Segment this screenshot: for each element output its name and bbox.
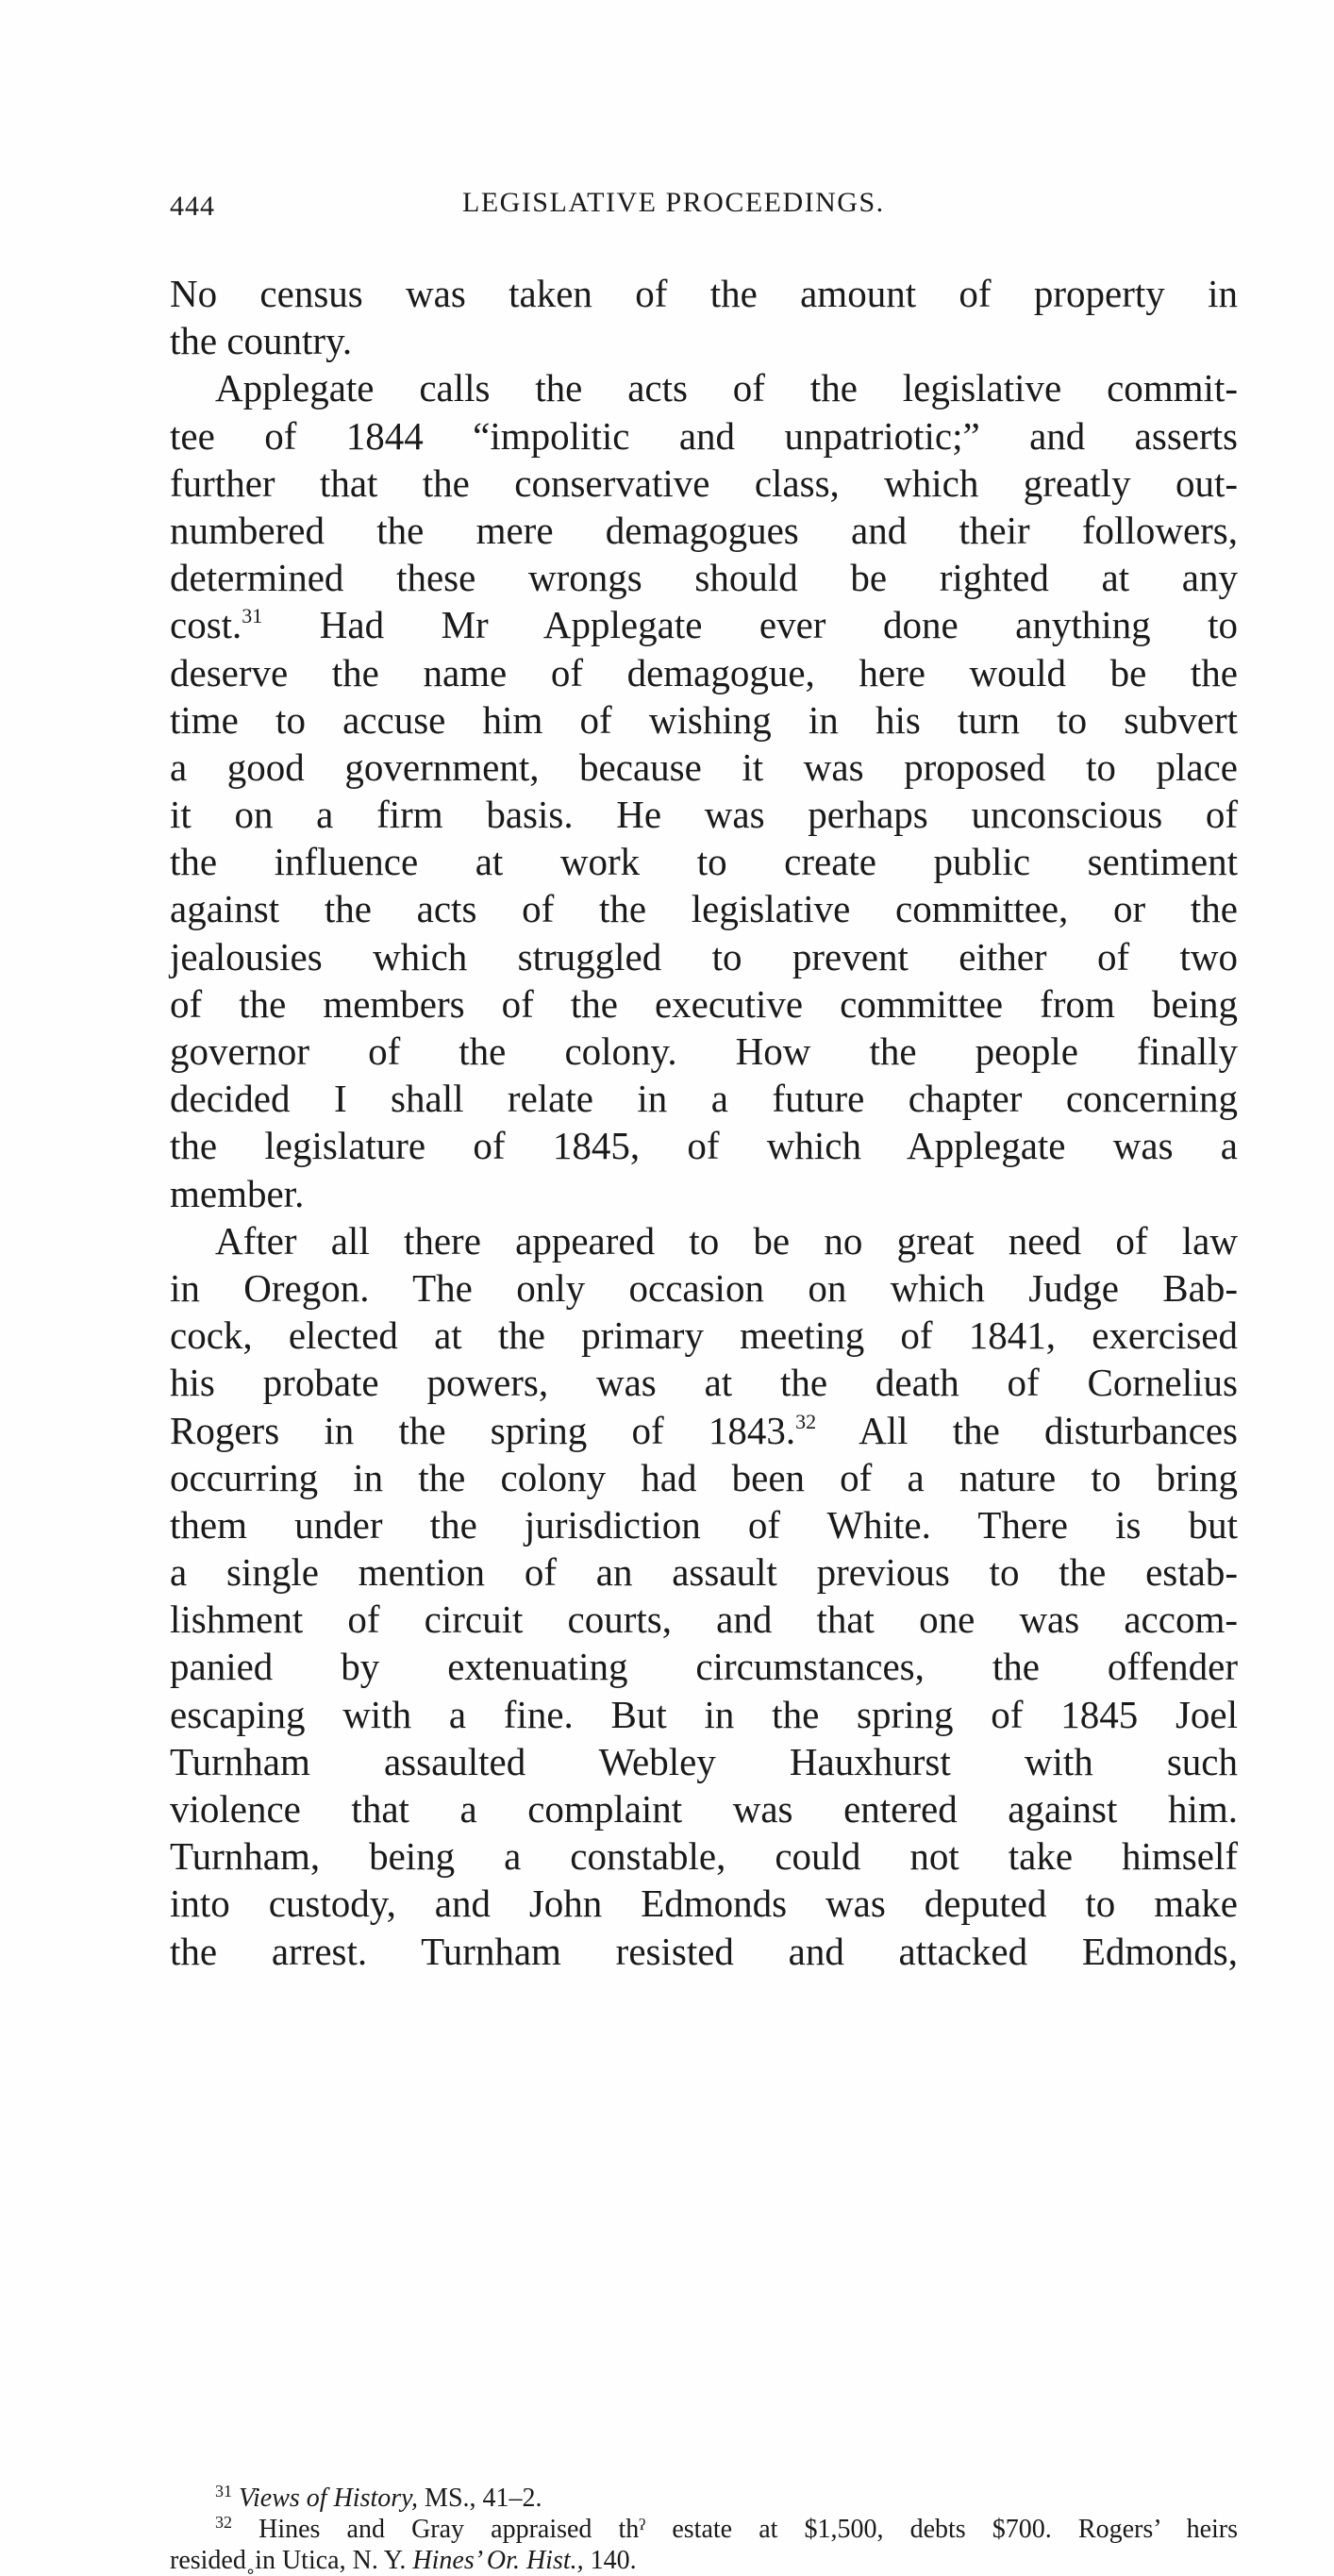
line-text: the country. bbox=[170, 319, 353, 363]
line-text: deserve the name of demagogue, here would be the bbox=[170, 650, 1238, 694]
text-line bbox=[170, 933, 1238, 980]
text-line bbox=[170, 1785, 1238, 1832]
footnote-text: MS., 41–2. bbox=[418, 2484, 542, 2513]
footnote-text: Hines and Gray appraised thˀ estate at $1,500, debts $700. Rogers’ heirs bbox=[258, 2515, 1239, 2544]
footnote-32-line-2 bbox=[170, 2546, 1238, 2576]
line-text: violence that a complaint was entered against him. bbox=[170, 1787, 1238, 1831]
text-line bbox=[170, 1312, 1238, 1359]
body-text bbox=[170, 270, 1238, 1975]
text-line bbox=[170, 1548, 1238, 1596]
text-line bbox=[170, 838, 1238, 885]
line-text: member. bbox=[170, 1171, 305, 1215]
text-line bbox=[170, 460, 1238, 507]
line-text: of the members of the executive committee from being bbox=[170, 981, 1238, 1026]
text-line bbox=[170, 696, 1238, 744]
text-line bbox=[170, 364, 1238, 411]
line-text: further that the conservative class, which greatly out- bbox=[170, 460, 1238, 505]
footnote-text: resided˳in Utica, N. Y. bbox=[170, 2546, 413, 2575]
line-text: into custody, and John Edmonds was deputed to make bbox=[170, 1882, 1238, 1926]
footnote-31 bbox=[215, 2484, 1238, 2514]
line-text: tee of 1844 “impolitic and unpatriotic;” and asserts bbox=[170, 413, 1238, 458]
text-line bbox=[170, 1596, 1238, 1643]
text-line bbox=[170, 317, 1238, 364]
footnote-mark: 31 bbox=[215, 2482, 232, 2501]
line-text: Turnham, being a constable, could not take himself bbox=[170, 1834, 1238, 1879]
line-text: in Oregon. The only occasion on which Judge Bab- bbox=[170, 1265, 1238, 1310]
line-text: his probate powers, was at the death of Cornelius bbox=[170, 1361, 1238, 1405]
text-line bbox=[170, 412, 1238, 460]
footnote-mark: 32 bbox=[215, 2513, 232, 2532]
page-number: 444 bbox=[170, 191, 215, 222]
line-text: a single mention of an assault previous to the estab- bbox=[170, 1550, 1238, 1595]
text-line bbox=[170, 744, 1238, 791]
text-line bbox=[170, 1928, 1238, 1975]
line-text: the legislature of 1845, of which Applegate was a bbox=[170, 1124, 1238, 1168]
line-text: numbered the mere demagogues and their followers, bbox=[170, 508, 1238, 552]
line-text: the arrest. Turnham resisted and attacked Edmonds, bbox=[170, 1929, 1238, 1973]
text-line bbox=[170, 1880, 1238, 1927]
line-text: Had Mr Applegate ever done anything to bbox=[262, 603, 1238, 647]
line-text: against the acts of the legislative committee, or the bbox=[170, 887, 1238, 931]
line-text: panied by extenuating circumstances, the offender bbox=[170, 1645, 1238, 1689]
line-text: determined these wrongs should be righted at any bbox=[170, 556, 1238, 600]
footnote-32-line-1 bbox=[215, 2515, 1238, 2545]
footnote-reference: 31 bbox=[242, 604, 263, 628]
text-line bbox=[170, 1454, 1238, 1501]
running-title: LEGISLATIVE PROCEEDINGS. bbox=[462, 187, 885, 218]
line-text: No census was taken of the amount of property in bbox=[170, 272, 1238, 315]
text-line bbox=[170, 1501, 1238, 1548]
footnote-title: Views of History, bbox=[239, 2484, 419, 2513]
text-line bbox=[170, 1359, 1238, 1406]
text-line bbox=[170, 1122, 1238, 1169]
text-line bbox=[170, 980, 1238, 1028]
footnote-title: Hines’ Or. Hist., bbox=[412, 2546, 584, 2575]
line-text: time to accuse him of wishing in his turn to subvert bbox=[170, 697, 1238, 742]
running-head bbox=[170, 185, 1236, 232]
line-text: them under the jurisdiction of White. There is but bbox=[170, 1502, 1238, 1547]
line-text: All the disturbances bbox=[816, 1408, 1238, 1452]
line-text: After all there appeared to be no great need of law bbox=[215, 1218, 1238, 1263]
line-text: jealousies which struggled to prevent either of two bbox=[170, 934, 1238, 979]
text-line bbox=[170, 270, 1238, 317]
line-text: Rogers in the spring of 1843. bbox=[170, 1408, 796, 1452]
text-line bbox=[170, 554, 1238, 601]
line-text: governor of the colony. How the people finally bbox=[170, 1029, 1238, 1073]
text-line bbox=[170, 1217, 1238, 1264]
footnote-reference: 32 bbox=[795, 1409, 817, 1433]
text-line bbox=[170, 885, 1238, 932]
text-line bbox=[170, 1832, 1238, 1880]
text-line bbox=[170, 1643, 1238, 1690]
text-line bbox=[170, 1028, 1238, 1075]
line-text: Turnham assaulted Webley Hauxhurst with such bbox=[170, 1739, 1238, 1783]
text-line bbox=[170, 507, 1238, 554]
line-text: cock, elected at the primary meeting of 1841, exercised bbox=[170, 1313, 1238, 1358]
text-line bbox=[170, 1170, 1238, 1217]
text-line bbox=[170, 791, 1238, 838]
line-text: it on a firm basis. He was perhaps unconscious of bbox=[170, 793, 1238, 837]
text-line bbox=[170, 1691, 1238, 1738]
line-text: decided I shall relate in a future chapter concerning bbox=[170, 1077, 1238, 1121]
text-line bbox=[170, 601, 1238, 648]
line-text: a good government, because it was proposed to place bbox=[170, 744, 1238, 789]
line-text: lishment of circuit courts, and that one was accom- bbox=[170, 1597, 1238, 1642]
text-line bbox=[170, 1075, 1238, 1122]
text-line bbox=[170, 649, 1238, 696]
line-text: the influence at work to create public sentiment bbox=[170, 840, 1238, 884]
footnote-text: 140. bbox=[583, 2546, 637, 2575]
line-text: cost. bbox=[170, 603, 242, 647]
line-text: Applegate calls the acts of the legislative commit- bbox=[215, 366, 1238, 410]
line-text: escaping with a fine. But in the spring of 1845 Joel bbox=[170, 1692, 1238, 1736]
text-line bbox=[170, 1738, 1238, 1785]
text-line bbox=[170, 1264, 1238, 1312]
text-line bbox=[170, 1407, 1238, 1454]
line-text: occurring in the colony had been of a nature to bring bbox=[170, 1455, 1238, 1499]
